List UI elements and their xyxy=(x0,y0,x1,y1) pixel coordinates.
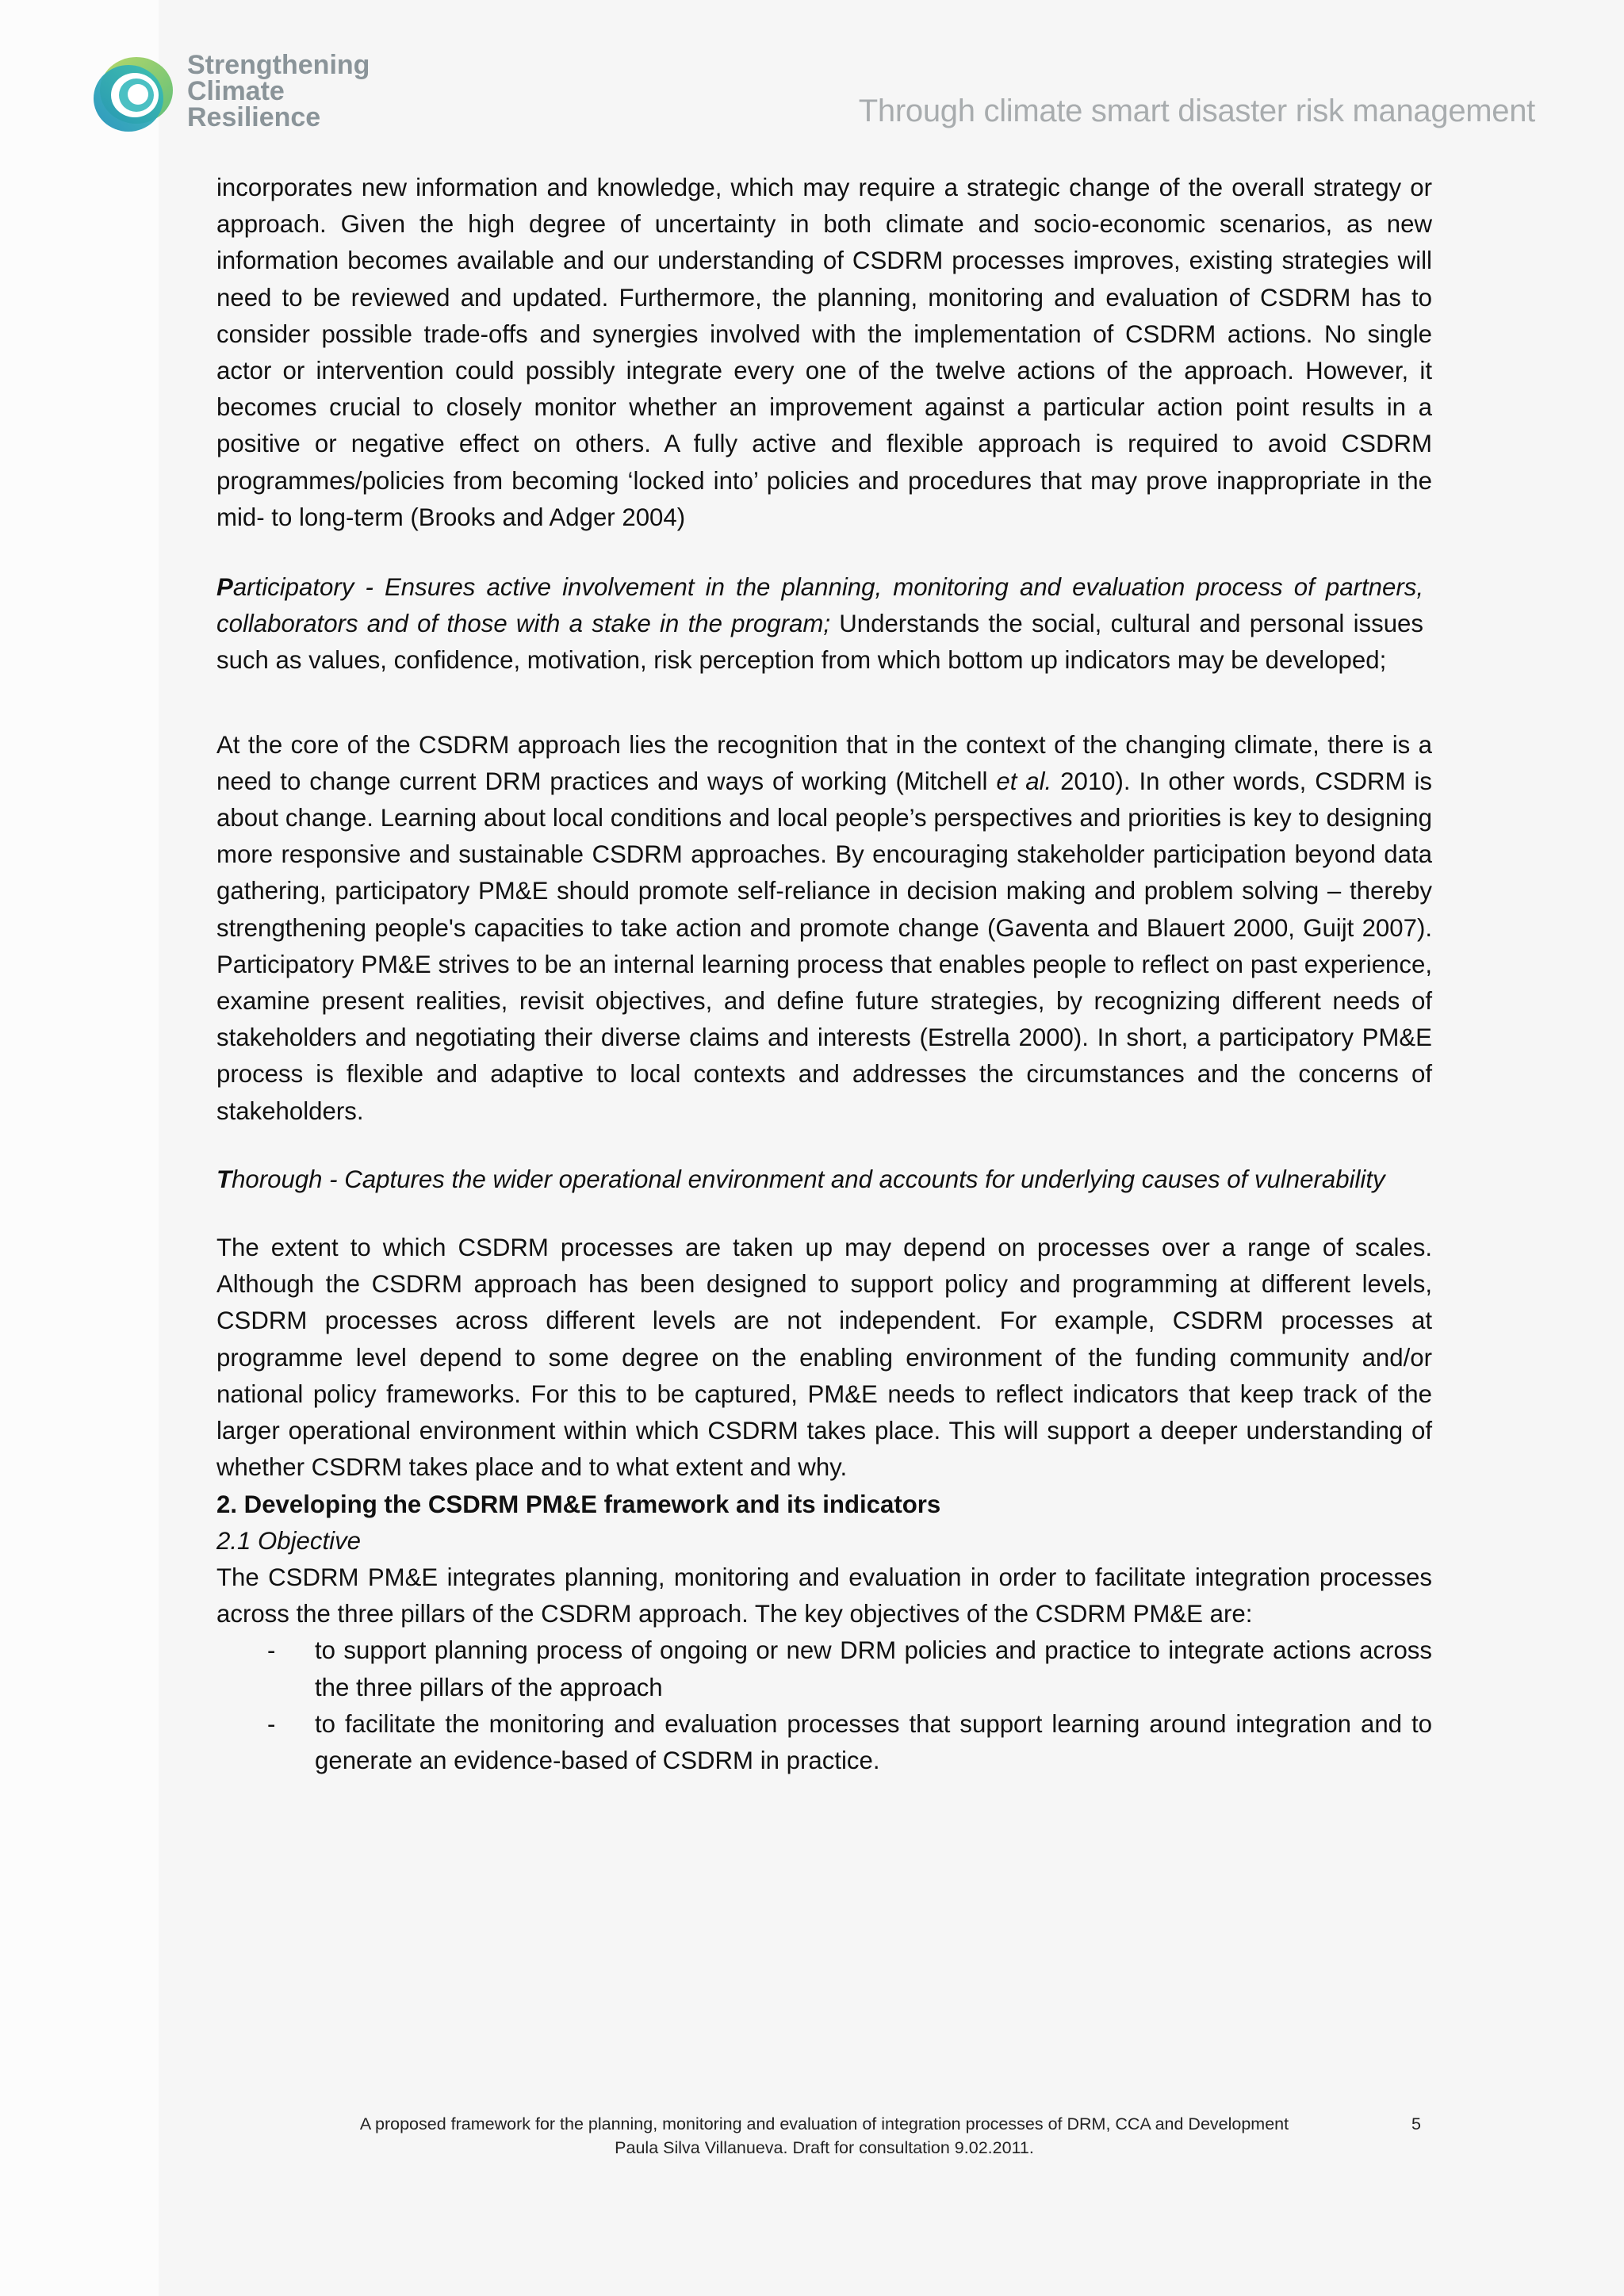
footer-author: Paula Silva Villanueva. Draft for consultation 9.02.2011. xyxy=(615,2138,1034,2157)
scr-logo xyxy=(89,49,374,138)
scr-logo-icon xyxy=(89,49,178,138)
section-heading: 2. Developing the CSDRM PM&E framework and its indicators xyxy=(216,1490,941,1518)
subsection-heading: 2.1 Objective xyxy=(216,1526,362,1555)
list-item-text: to support planning process of ongoing or new DRM policies and practice to integrate actions across the three pillars of the approach xyxy=(315,1636,1432,1701)
list-item-text: to facilitate the monitoring and evaluation processes that support learning around integration and to generate an evidence-based of CSDRM in practice. xyxy=(315,1709,1432,1774)
footer-title: A proposed framework for the planning, monitoring and evaluation of integration processes of DRM, CCA and Development xyxy=(359,2114,1289,2133)
objective-intro: The CSDRM PM&E integrates planning, monitoring and evaluation in order to facilitate integration processes across the three pillars of the CSDRM approach. The key objectives of the CSDRM PM&E are: xyxy=(216,1563,1432,1628)
paragraph-participatory-principle xyxy=(216,569,1423,679)
page-number: 5 xyxy=(1411,2114,1421,2133)
header-tagline: Through climate smart disaster risk management xyxy=(858,94,1535,128)
csdrm-change-text-b: 2010). In other words, CSDRM is about change. Learning about local conditions and local people’s perspectives and priorities is key to designing more responsive and sustainable CSDRM approaches. By encouraging stakeholder participation beyond data gathering, participatory PM&E should promote self-reliance in decision making and problem solving – thereby strengthening people's capacities to take action and promote change (Gaventa and Blauert 2000, Guijt 2007). Participatory PM&E strives to be an internal learning process that enables people to reflect on past experience, examine present realities, revisit objectives, and define future strategies, by recognizing different needs of stakeholders and negotiating their diverse claims and interests (Estrella 2000). In short, a participatory PM&E process is flexible and adaptive to local contexts and addresses the circumstances and the concerns of stakeholders. xyxy=(216,767,1432,1125)
logo-wordmark xyxy=(187,52,370,131)
bullet-dash: - xyxy=(267,1636,276,1665)
paragraph-csdrm-change xyxy=(216,727,1432,1130)
bullet-dash: - xyxy=(267,1709,276,1738)
logo-line-3: Resilience xyxy=(187,102,321,132)
body-text xyxy=(216,170,1432,1779)
list-item xyxy=(216,1706,1432,1779)
csdrm-change-text-a: At the core of the CSDRM approach lies the recognition that in the context of the changing climate, there is a need to change current DRM practices and ways of working (Mitchell xyxy=(216,730,1432,795)
participatory-initial: P xyxy=(216,573,233,602)
logo-line-2: Climate xyxy=(187,76,285,106)
paragraph-thorough-principle xyxy=(216,1161,1432,1198)
participatory-description: Understands the social, cultural and personal issues such as values, confidence, motivation, risk perception from which bottom up indicators may be developed; xyxy=(216,610,1423,675)
paragraph-scales: The extent to which CSDRM processes are taken up may depend on processes over a range of scales. Although the CSDRM approach has been designed to support policy and programming at different levels, CSDRM processes across different levels are not independent. For example, CSDRM processes at programme level depend to some degree on the enabling environment of the funding community and/or national policy frameworks. For this to be captured, PM&E needs to reflect indicators that keep track of the larger operational environment within which CSDRM takes place. This will support a deeper understanding of whether CSDRM takes place and to what extent and why. xyxy=(216,1234,1432,1482)
thorough-definition: horough - Captures the wider operational environment and accounts for underlying causes of vulnerability xyxy=(232,1165,1385,1193)
participatory-definition: articipatory - Ensures active involvement in the planning, monitoring and evaluation process of partners, collaborators and of those with a stake in the program; xyxy=(216,573,1423,638)
logo-line-1: Strengthening xyxy=(187,50,370,80)
page-footer xyxy=(216,2112,1432,2160)
objectives-list xyxy=(216,1632,1432,1779)
list-item xyxy=(216,1632,1432,1705)
thorough-initial: T xyxy=(216,1165,232,1193)
paragraph-adaptive: incorporates new information and knowledge, which may require a strategic change of the overall strategy or approach. Given the high degree of uncertainty in both climate and socio-economic scenarios, as new information becomes available and our understanding of CSDRM processes improves, existing strategies will need to be reviewed and updated. Furthermore, the planning, monitoring and evaluation of CSDRM has to consider possible trade-offs and synergies involved with the implementation of CSDRM actions. No single actor or intervention could possibly integrate every one of the twelve actions of the approach. However, it becomes crucial to closely monitor whether an improvement against a particular action point results in a positive or negative effect on others. A fully active and flexible approach is required to avoid CSDRM programmes/policies from becoming ‘locked into’ policies and procedures that may prove inappropriate in the mid- to long-term (Brooks and Adger 2004) xyxy=(216,174,1432,531)
citation-et-al: et al. xyxy=(996,767,1052,795)
